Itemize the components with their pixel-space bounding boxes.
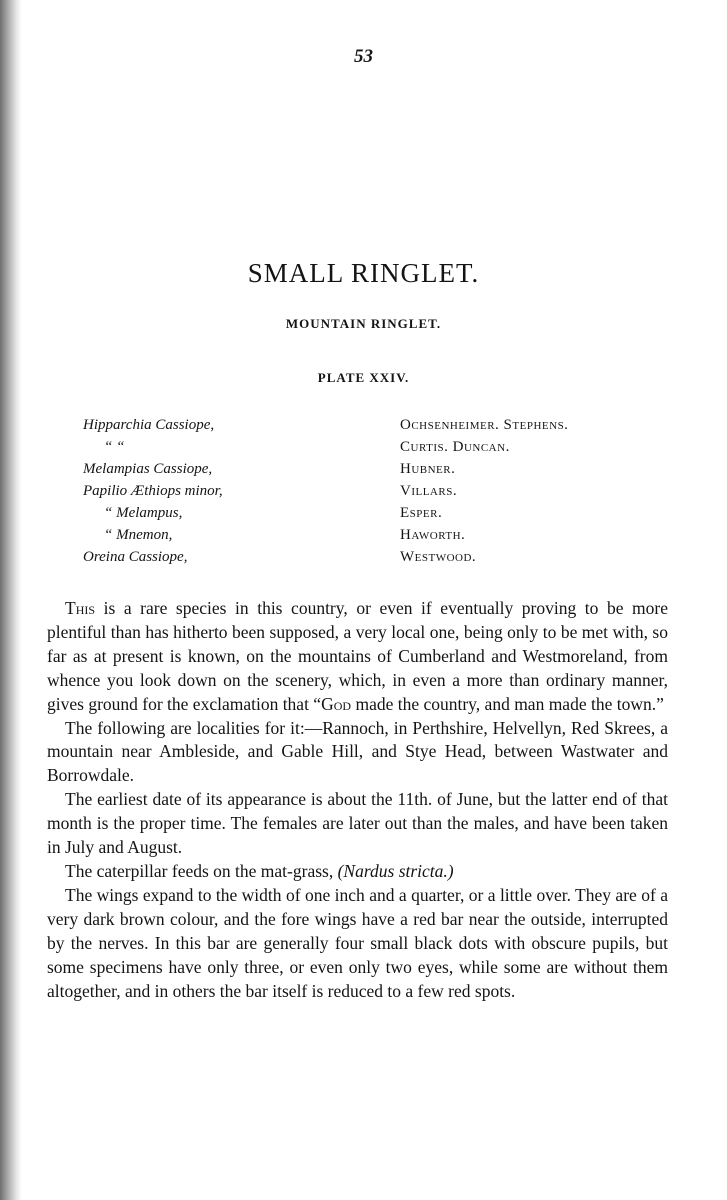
synonym-name: Melampias Cassiope,: [83, 461, 213, 477]
paragraph-caterpillar: [47, 860, 668, 884]
scientific-name: (Nardus stricta.): [337, 860, 454, 881]
synonym-author: Ochsenheimer. Stephens.: [400, 417, 569, 433]
body-text: [47, 597, 668, 1003]
paragraph-text: is a rare species in this country, or even if eventually proving to be more plentiful than has hitherto been supposed, a very local one, being only to be met with, so far as at present is known, on the mountains of Cumberland and Westmoreland, from whence you look down on the scenery, which, in even a more than ordinary manner, gives ground for the exclamation that “: [47, 598, 668, 714]
paragraph-intro: [47, 597, 668, 717]
page-title: SMALL RINGLET.: [247, 258, 480, 288]
paragraph-text: made the country, and man made the town.”: [351, 693, 664, 714]
synonym-name: Hipparchia Cassiope,: [83, 417, 215, 433]
paragraph-description: The wings expand to the width of one inch and a quarter, or a little over. They are of a very dark brown colour, and the fore wings have a red bar near the outside, interrupted by the nerves. In this bar are generally four small black dots with obscure pupils, but some specimens have only three, or even only two eyes, while some are without them altogether, and in others the bar itself is reduced to a few red spots.: [47, 884, 668, 1001]
synonym-name: Oreina Cassiope,: [83, 549, 188, 565]
synonym-name: Papilio Æthiops minor,: [83, 483, 223, 499]
synonym-name: “ “: [104, 439, 125, 455]
synonym-author: Haworth.: [400, 527, 466, 543]
synonym-row: [0, 461, 727, 483]
synonym-row: [0, 483, 727, 505]
page-subtitle: MOUNTAIN RINGLET.: [285, 316, 442, 331]
synonym-name: “ Melampus,: [104, 505, 183, 521]
paragraph-localities: The following are localities for it:—Rannoch, in Perthshire, Helvellyn, Red Skrees, a mountain near Ambleside, and Gable Hill, and Stye Head, between Wastwater and Borrowdale.: [47, 717, 668, 786]
paragraph-dates: The earliest date of its appearance is about the 11th. of June, but the latter end of that month is the proper time. The females are later out than the males, and have been taken in July and August.: [47, 789, 668, 858]
paragraph-text: The caterpillar feeds on the mat-grass,: [65, 860, 338, 881]
page-number: 53: [354, 46, 373, 67]
synonym-row: [0, 439, 727, 461]
synonym-author: Hubner.: [400, 461, 456, 477]
synonym-row: [0, 527, 727, 549]
synonym-author: Curtis. Duncan.: [400, 439, 510, 455]
synonym-author: Villars.: [400, 483, 458, 499]
synonym-row: [0, 549, 727, 571]
synonym-name: “ Mnemon,: [104, 527, 173, 543]
dropcap-word: This: [65, 598, 96, 618]
smallcaps-word: God: [321, 693, 352, 714]
synonym-list: [0, 417, 727, 571]
synonym-row: [0, 417, 727, 439]
synonym-row: [0, 505, 727, 527]
binding-shadow: [0, 0, 22, 1200]
synonym-author: Esper.: [400, 505, 443, 521]
plate-label: PLATE XXIV.: [317, 370, 410, 385]
synonym-author: Westwood.: [400, 549, 477, 565]
